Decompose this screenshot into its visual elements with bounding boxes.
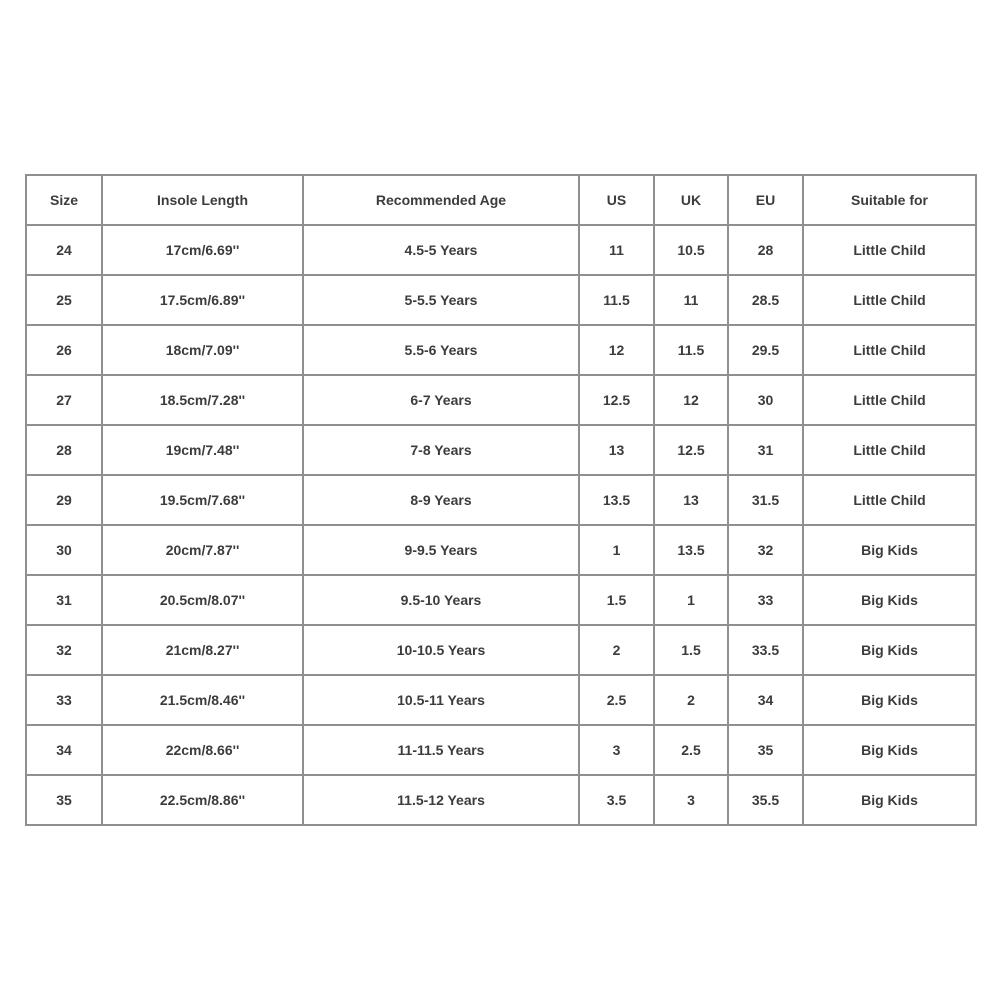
cell-insole-length: 17cm/6.69'': [102, 225, 303, 275]
cell-insole-length: 21.5cm/8.46'': [102, 675, 303, 725]
cell-suitable-for: Big Kids: [803, 625, 976, 675]
cell-size: 29: [26, 475, 102, 525]
cell-eu: 33: [728, 575, 803, 625]
cell-recommended-age: 6-7 Years: [303, 375, 579, 425]
cell-suitable-for: Big Kids: [803, 725, 976, 775]
table-row: [26, 425, 976, 475]
cell-recommended-age: 8-9 Years: [303, 475, 579, 525]
cell-recommended-age: 11.5-12 Years: [303, 775, 579, 825]
cell-insole-length: 19cm/7.48'': [102, 425, 303, 475]
cell-recommended-age: 10-10.5 Years: [303, 625, 579, 675]
table-row: [26, 525, 976, 575]
cell-recommended-age: 4.5-5 Years: [303, 225, 579, 275]
cell-eu: 32: [728, 525, 803, 575]
cell-size: 35: [26, 775, 102, 825]
cell-eu: 35.5: [728, 775, 803, 825]
cell-us: 13: [579, 425, 654, 475]
cell-size: 28: [26, 425, 102, 475]
table-row: [26, 275, 976, 325]
cell-insole-length: 18.5cm/7.28'': [102, 375, 303, 425]
cell-size: 33: [26, 675, 102, 725]
cell-size: 24: [26, 225, 102, 275]
cell-size: 26: [26, 325, 102, 375]
cell-suitable-for: Little Child: [803, 475, 976, 525]
cell-us: 1.5: [579, 575, 654, 625]
cell-uk: 11: [654, 275, 728, 325]
cell-recommended-age: 5.5-6 Years: [303, 325, 579, 375]
cell-eu: 31.5: [728, 475, 803, 525]
cell-size: 32: [26, 625, 102, 675]
cell-us: 11: [579, 225, 654, 275]
cell-us: 13.5: [579, 475, 654, 525]
header-eu: EU: [728, 175, 803, 225]
header-suitable-for: Suitable for: [803, 175, 976, 225]
cell-eu: 31: [728, 425, 803, 475]
cell-eu: 28: [728, 225, 803, 275]
cell-eu: 30: [728, 375, 803, 425]
cell-size: 34: [26, 725, 102, 775]
table-row: [26, 775, 976, 825]
cell-insole-length: 20.5cm/8.07'': [102, 575, 303, 625]
cell-insole-length: 18cm/7.09'': [102, 325, 303, 375]
cell-uk: 3: [654, 775, 728, 825]
cell-recommended-age: 7-8 Years: [303, 425, 579, 475]
cell-recommended-age: 9-9.5 Years: [303, 525, 579, 575]
cell-uk: 1: [654, 575, 728, 625]
header-size: Size: [26, 175, 102, 225]
cell-recommended-age: 5-5.5 Years: [303, 275, 579, 325]
cell-suitable-for: Big Kids: [803, 525, 976, 575]
table-row: [26, 725, 976, 775]
cell-eu: 34: [728, 675, 803, 725]
cell-eu: 35: [728, 725, 803, 775]
cell-suitable-for: Little Child: [803, 225, 976, 275]
header-row: [26, 175, 976, 225]
cell-insole-length: 22.5cm/8.86'': [102, 775, 303, 825]
cell-recommended-age: 11-11.5 Years: [303, 725, 579, 775]
cell-insole-length: 19.5cm/7.68'': [102, 475, 303, 525]
table-row: [26, 675, 976, 725]
cell-size: 31: [26, 575, 102, 625]
table-row: [26, 475, 976, 525]
cell-recommended-age: 9.5-10 Years: [303, 575, 579, 625]
table-row: [26, 225, 976, 275]
cell-suitable-for: Big Kids: [803, 575, 976, 625]
cell-insole-length: 17.5cm/6.89'': [102, 275, 303, 325]
cell-suitable-for: Big Kids: [803, 775, 976, 825]
size-chart-table: [25, 174, 977, 826]
cell-eu: 28.5: [728, 275, 803, 325]
cell-recommended-age: 10.5-11 Years: [303, 675, 579, 725]
header-recommended-age: Recommended Age: [303, 175, 579, 225]
cell-insole-length: 20cm/7.87'': [102, 525, 303, 575]
cell-us: 3.5: [579, 775, 654, 825]
cell-us: 12: [579, 325, 654, 375]
cell-suitable-for: Little Child: [803, 275, 976, 325]
cell-uk: 12: [654, 375, 728, 425]
table-row: [26, 325, 976, 375]
table-row: [26, 625, 976, 675]
cell-uk: 13: [654, 475, 728, 525]
cell-uk: 1.5: [654, 625, 728, 675]
cell-suitable-for: Little Child: [803, 425, 976, 475]
header-insole-length: Insole Length: [102, 175, 303, 225]
cell-eu: 29.5: [728, 325, 803, 375]
cell-size: 27: [26, 375, 102, 425]
cell-suitable-for: Little Child: [803, 375, 976, 425]
cell-suitable-for: Little Child: [803, 325, 976, 375]
cell-insole-length: 22cm/8.66'': [102, 725, 303, 775]
cell-us: 2.5: [579, 675, 654, 725]
table-row: [26, 375, 976, 425]
header-us: US: [579, 175, 654, 225]
cell-uk: 13.5: [654, 525, 728, 575]
header-uk: UK: [654, 175, 728, 225]
cell-us: 12.5: [579, 375, 654, 425]
table-row: [26, 575, 976, 625]
cell-uk: 11.5: [654, 325, 728, 375]
cell-size: 25: [26, 275, 102, 325]
cell-suitable-for: Big Kids: [803, 675, 976, 725]
cell-uk: 12.5: [654, 425, 728, 475]
cell-uk: 10.5: [654, 225, 728, 275]
cell-us: 1: [579, 525, 654, 575]
cell-size: 30: [26, 525, 102, 575]
cell-uk: 2: [654, 675, 728, 725]
cell-eu: 33.5: [728, 625, 803, 675]
cell-us: 3: [579, 725, 654, 775]
cell-us: 11.5: [579, 275, 654, 325]
cell-uk: 2.5: [654, 725, 728, 775]
cell-insole-length: 21cm/8.27'': [102, 625, 303, 675]
cell-us: 2: [579, 625, 654, 675]
